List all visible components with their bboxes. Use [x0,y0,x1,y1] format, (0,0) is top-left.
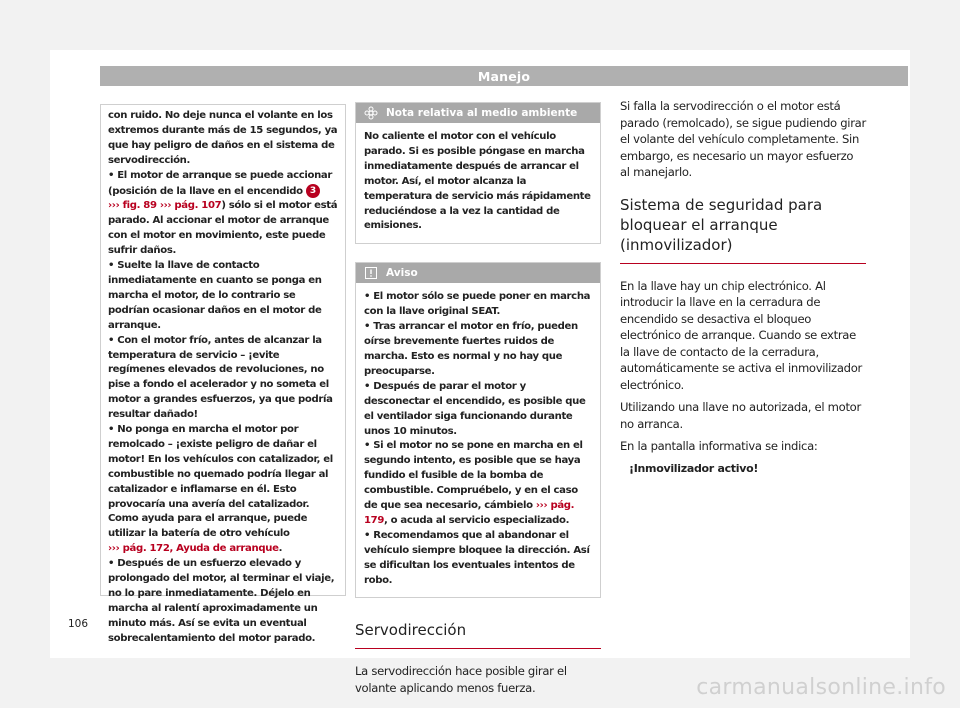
warning-bullet: • Después de un esfuerzo elevado y prolongado del motor, al terminar el viaje, no lo pare inmediatamente. Déjelo en marcha al ralentí aproximadamente un minuto más. Así se evita un eventual sobrecalentamiento del motor parado. [108,557,338,646]
paragraph: Utilizando una llave no autorizada, el motor no arranca. [620,400,861,431]
environment-note-box [355,102,601,244]
reference-arrows: ››› [108,543,120,555]
link-pag-107[interactable]: pág. 107 [174,200,222,212]
text: No ponga en marcha el motor por remolcado – ¡existe peligro de dañar el motor! En los vehículos con catalizador, el combustible no quemado podría llegar al catalizador e inflamarse en él. Esto provocaría una avería del catalizador. Como ayuda para el arranque, puede utilizar la batería de otro vehículo [108,424,333,540]
info-note-icon [364,266,378,280]
text: Si el motor no se pone en marcha en el segundo intento, es posible que se haya fundido el fusible de la bomba de combustible. Compruébelo, y en el caso de que sea necesario, cámbielo [364,440,583,512]
aviso-box [355,262,601,598]
environment-note-text: No caliente el motor con el vehículo parado. Si es posible póngase en marcha inmediatamente después de arrancar el motor. Así, el motor alcanza la temperatura de servicio más rápidamente reduciéndose a la vez la cantidad de emisiones. [364,131,591,232]
inmovilizador-text-block [620,278,866,478]
paragraph: En la pantalla informativa se indica: [620,439,818,453]
text: El motor de arranque se puede accionar (posición de la llave en el encendido [108,169,333,197]
environment-note-body [356,123,600,243]
warning-bullet [108,169,338,259]
aviso-item: • El motor sólo se puede poner en marcha con la llave original SEAT. [364,290,592,320]
paragraph: Si falla la servodirección o el motor está parado (remolcado), se sigue pudiendo girar el volante del vehículo completamente. Sin embargo, es necesario un mayor esfuerzo al manejarlo. [620,99,866,179]
aviso-item: • Recomendamos que al abandonar el vehículo siempre bloquee la dirección. Así se dificultan los eventuales intentos de robo. [364,529,592,589]
link-fig-89[interactable]: fig. 89 [122,200,157,212]
paragraph: En la llave hay un chip electrónico. Al introducir la llave en la cerradura de encendido se desactiva el bloqueo electrónico de arranque. Cuando se extrae la llave de contacto de la cerradura, automáticamente se activa el inmovilizador electrónico. [620,278,862,392]
link-pag-179[interactable]: pág. 179 [364,500,575,526]
warning-bullet: • Suelte la llave de contacto inmediatamente en cuanto se ponga en marcha el motor, de lo contrario se podrían ocasionar daños en el motor de arranque. [108,259,338,334]
text: ) sólo si el motor está parado. Al accionar el motor de arranque con el motor en movimiento, este puede sufrir daños. [108,200,338,257]
warning-continuation-box [100,104,346,644]
servodireccion-paragraph: La servodirección hace posible girar el volante aplicando menos fuerza. [355,664,567,695]
warning-bullet: • Con el motor frío, antes de alcanzar la temperatura de servicio – ¡evite regímenes elevados de revoluciones, no pise a fondo el acelerador y no someta el motor a grandes esfuerzos, ya que podría resultar dañado! [108,334,338,423]
aviso-title: Aviso [386,267,418,280]
environment-note-header [356,103,600,123]
aviso-header [356,263,600,283]
environment-note-title: Nota relativa al medio ambiente [386,107,578,119]
reference-arrows: ››› [108,200,120,212]
warning-paragraph: con ruido. No deje nunca el volante en los extremos durante más de 15 segundos, ya que hay peligro de daños en el sistema de servodirección. [108,110,338,166]
aviso-item [364,439,592,528]
display-message: ¡Inmovilizador activo! [629,461,759,475]
warning-bullet [108,423,338,557]
aviso-item: • Tras arrancar el motor en frío, pueden oírse brevemente fuertes ruidos de marcha. Esto es normal y no hay que preocuparse. [364,320,592,380]
text: , o acuda al servicio especializado. [384,514,570,526]
page-number: 106 [68,618,89,630]
page-header: Manejo [100,66,908,86]
flower-icon [364,106,378,120]
aviso-item: • Después de parar el motor y desconectar el encendido, es posible que el ventilador siga funcionando durante unos 10 minutos. [364,380,592,440]
reference-arrows: ››› [535,500,548,512]
aviso-body [356,283,600,597]
watermark: carmanualsonline.info [696,675,946,700]
section-title-inmovilizador: Sistema de seguridad para bloquear el arranque (inmovilizador) [620,195,866,264]
reference-arrows: ››› [159,200,172,212]
servodireccion-continued [620,98,866,181]
section-title-servodireccion: Servodirección [355,620,601,649]
servodireccion-text-block [355,663,601,696]
column-right [620,98,866,483]
column-left [100,104,346,644]
column-middle [355,102,601,702]
position-3-marker: 3 [306,184,320,198]
link-pag-172[interactable]: pág. 172, Ayuda de arranque [122,543,279,555]
text: . [278,543,283,555]
